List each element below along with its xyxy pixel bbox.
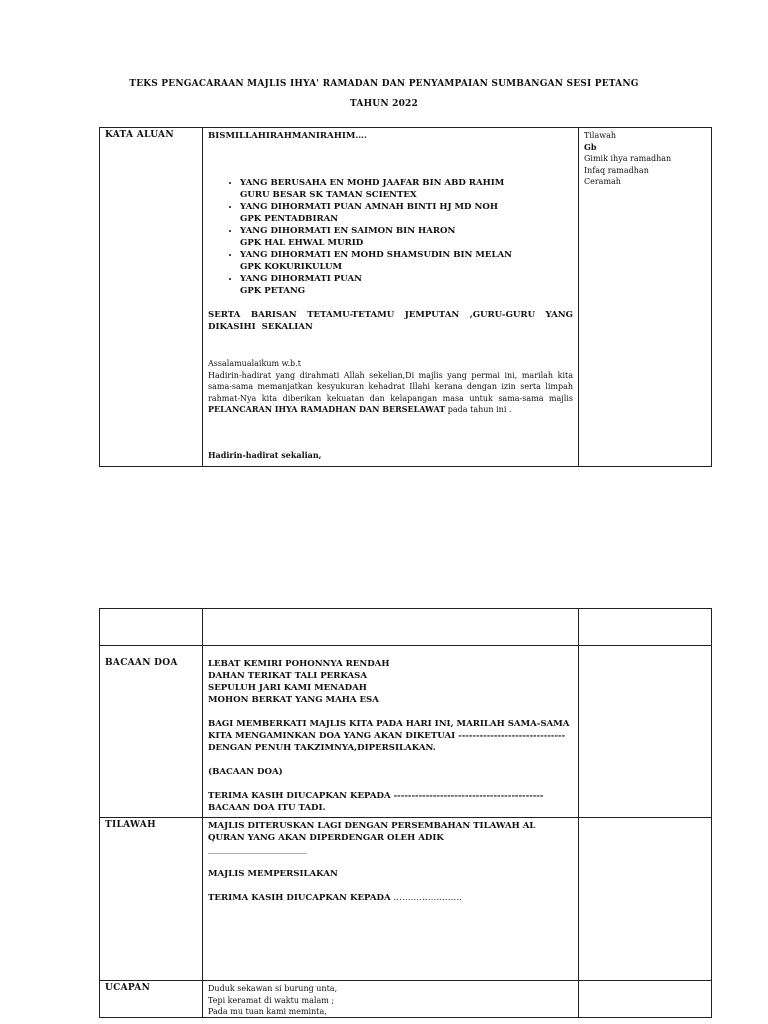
- agenda-item: Gb: [584, 141, 597, 152]
- ucapan-label-cell: [100, 981, 202, 1017]
- guests-line: SERTA BARISAN TETAMU-TETAMU JEMPUTAN ,GURU-GURU YANG DIKASIHI SEKALIAN: [208, 310, 573, 332]
- ucapan-content-cell: [202, 981, 578, 1017]
- kata-aluan-content-cell: [202, 128, 578, 466]
- pantun-line: LEBAT KEMIRI POHONNYA RENDAH: [208, 659, 390, 669]
- tilawah-label-cell: [100, 818, 202, 980]
- ucapan-row: [100, 980, 711, 1017]
- ucapan-pantun-line: Tepi keramat di waktu malam ;: [208, 995, 335, 1005]
- document-title: TEKS PENGACARAAN MAJLIS IHYA' RAMADAN DAN PENYAMPAIAN SUMBANGAN SESI PETANG: [129, 79, 639, 89]
- bacaan-doa-row: [100, 645, 711, 817]
- doa-thanks-line: TERIMA KASIH DIUCAPKAN KEPADA ------------------------------------------: [208, 791, 544, 801]
- pantun-line: SEPULUH JARI KAMI MENADAH: [208, 683, 367, 693]
- dignitary-item: • YANG BERUSAHA EN MOHD JAAFAR BIN ABD RAHIM GURU BESAR SK TAMAN SCIENTEX: [240, 177, 573, 201]
- tilawah-thanks: TERIMA KASIH DIUCAPKAN KEPADA ……………………: [208, 893, 463, 903]
- opening-paragraph: Hadirin-hadirat yang dirahmati Allah sekelian,Di majlis yang permai ini, marilah kita sama-sama memanjatkan kesyukuran kehadrat Illahi kerana dengan izin serta limpah rahmat-Nya kita diberikan kekuatan dan kelapangan masa untuk sama-sama majlis PELANCARAN IHYA RAMADHAN DAN BERSELAWAT pada tahun ini .: [208, 370, 573, 414]
- bacaan-doa-label: BACAAN DOA: [105, 658, 178, 668]
- salam-line: Assalamualaikum w.b.t: [208, 359, 301, 368]
- bacaan-doa-content-cell: [202, 646, 578, 817]
- dignitary-item: • YANG DIHORMATI PUAN GPK PETANG: [240, 273, 573, 297]
- doa-invite-line: KITA MENGAMINKAN DOA YANG AKAN DIKETUAI ------------------------------: [208, 731, 566, 741]
- agenda-item: Infaq ramadhan: [584, 165, 649, 175]
- tilawah-label: TILAWAH: [105, 820, 156, 830]
- doa-invite-line: DENGAN PENUH TAKZIMNYA,DIPERSILAKAN.: [208, 743, 436, 753]
- agenda-item: Gimik ihya ramadhan: [584, 154, 672, 163]
- dignitary-item: • YANG DIHORMATI PUAN AMNAH BINTI HJ MD NOH GPK PENTADBIRAN: [240, 201, 573, 225]
- empty-header-row: [100, 609, 711, 645]
- kata-aluan-label-cell: [100, 128, 202, 466]
- doa-invite-line: BAGI MEMBERKATI MAJLIS KITA PADA HARI INI, MARILAH SAMA-SAMA: [208, 719, 570, 729]
- bacaan-doa-label-cell: [100, 646, 202, 817]
- tilawah-content-cell: [202, 818, 578, 980]
- closing-line: Hadirin-hadirat sekalian,: [208, 449, 322, 460]
- tilawah-invite: MAJLIS MEMPERSILAKAN: [208, 869, 338, 879]
- program-table: [99, 608, 712, 1018]
- empty-cell: [578, 818, 711, 980]
- empty-cell: [578, 981, 711, 1017]
- ucapan-pantun-line: Pada mu tuan kami meminta,: [208, 1007, 327, 1016]
- kata-aluan-label: KATA ALUAN: [105, 130, 174, 140]
- empty-cell: [100, 609, 202, 645]
- kata-aluan-table: [99, 127, 712, 467]
- ucapan-pantun-line: Duduk sekawan si burung unta,: [208, 984, 338, 993]
- doa-thanks-line: BACAAN DOA ITU TADI.: [208, 803, 326, 813]
- tilawah-line: QURAN YANG AKAN DIPERDENGAR OLEH ADIK: [208, 833, 444, 843]
- agenda-item: Ceramah: [584, 177, 621, 186]
- tilawah-line: MAJLIS DITERUSKAN LAGI DENGAN PERSEMBAHAN TILAWAH AL: [208, 821, 536, 831]
- tilawah-row: [100, 817, 711, 980]
- agenda-cell: [578, 128, 711, 466]
- empty-cell: [578, 609, 711, 645]
- kata-aluan-row: [100, 128, 711, 466]
- empty-cell: [202, 609, 578, 645]
- empty-cell: [578, 646, 711, 817]
- ucapan-label: UCAPAN: [105, 983, 151, 993]
- dignitary-list: [208, 177, 573, 297]
- dignitary-item: • YANG DIHORMATI EN SAIMON BIN HARON GPK HAL EHWAL MURID: [240, 225, 573, 249]
- pantun-line: DAHAN TERIKAT TALI PERKASA: [208, 671, 368, 681]
- agenda-item: Tilawah: [584, 131, 616, 140]
- bismillah-line: BISMILLAHIRAHMANIRAHIM….: [208, 131, 367, 141]
- dignitary-item: • YANG DIHORMATI EN MOHD SHAMSUDIN BIN MELAN GPK KOKURIKULUM: [240, 249, 573, 273]
- pantun-line: MOHON BERKAT YANG MAHA ESA: [208, 695, 379, 705]
- document-year: TAHUN 2022: [350, 99, 418, 109]
- bacaan-doa-note: (BACAAN DOA): [208, 767, 283, 777]
- reciter-name-blank: _______________________: [208, 845, 307, 855]
